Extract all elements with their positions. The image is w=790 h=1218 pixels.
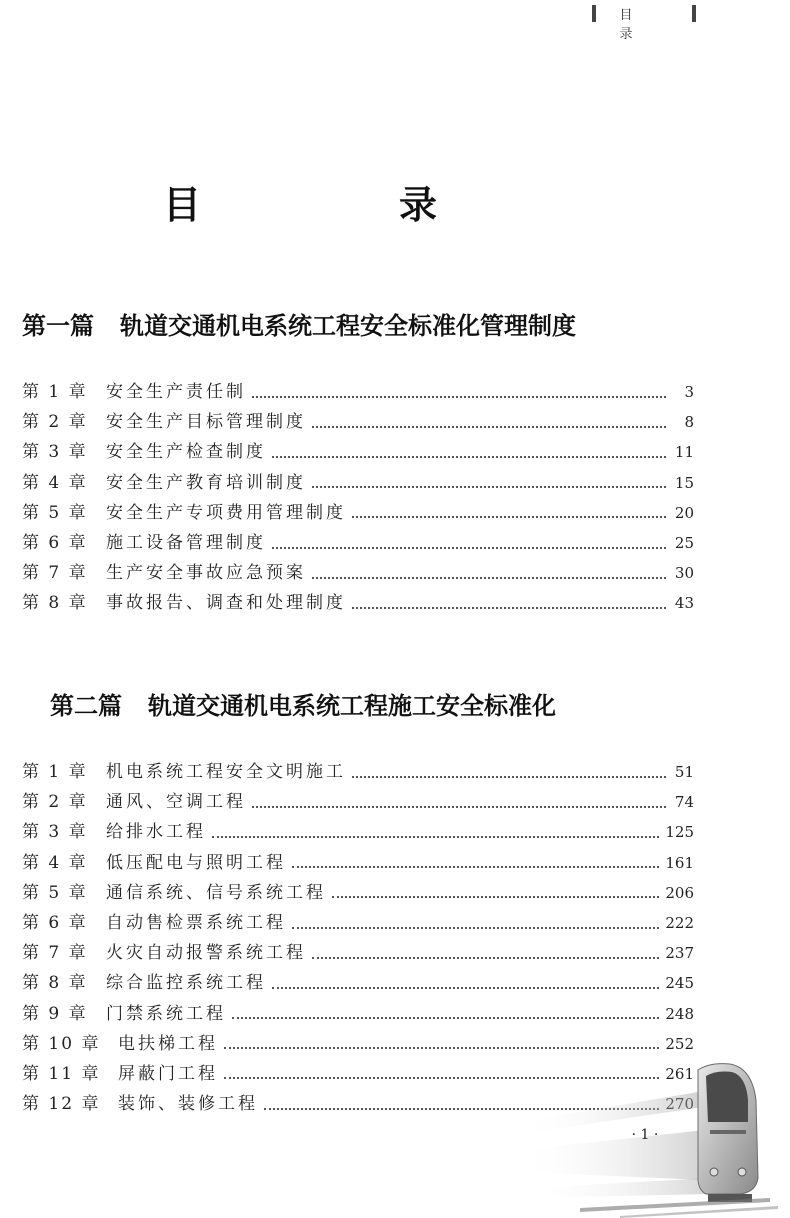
toc-entry[interactable] bbox=[22, 848, 694, 878]
chapter-number: 第 6 章 bbox=[22, 912, 88, 933]
part-title: 轨道交通机电系统工程安全标准化管理制度 bbox=[120, 312, 576, 340]
page-ref: 3 bbox=[684, 383, 694, 401]
chapter-title: 低压配电与照明工程 bbox=[106, 852, 286, 873]
leader-dots bbox=[312, 425, 666, 428]
chapter-title: 生产安全事故应急预案 bbox=[106, 563, 306, 584]
leader-dots bbox=[312, 485, 666, 488]
page-title: 目 录 bbox=[162, 183, 517, 227]
leader-dots bbox=[312, 956, 659, 959]
running-title: 目录 bbox=[619, 8, 669, 42]
chapter-title: 施工设备管理制度 bbox=[106, 532, 266, 553]
page-ref: 11 bbox=[674, 443, 694, 462]
toc-entry[interactable] bbox=[22, 377, 694, 407]
chapter-number: 第 2 章 bbox=[22, 412, 88, 433]
leader-dots bbox=[332, 895, 659, 898]
chapter-title: 安全生产教育培训制度 bbox=[106, 472, 306, 493]
page-ref: 25 bbox=[674, 533, 694, 552]
chapter-number: 第 7 章 bbox=[22, 563, 88, 584]
chapter-number: 第 4 章 bbox=[22, 472, 88, 493]
toc-entry[interactable] bbox=[22, 757, 694, 787]
chapter-title: 屏蔽门工程 bbox=[118, 1063, 218, 1084]
toc-entry[interactable] bbox=[22, 498, 694, 528]
leader-dots bbox=[352, 775, 666, 778]
chapter-title: 安全生产专项费用管理制度 bbox=[106, 502, 346, 523]
toc-entry[interactable] bbox=[22, 1029, 694, 1059]
page-ref: 222 bbox=[665, 913, 694, 932]
chapter-title: 安全生产责任制 bbox=[106, 382, 246, 402]
toc-entry[interactable] bbox=[22, 938, 694, 968]
page-number: · 1 · bbox=[631, 1127, 659, 1143]
chapter-title: 装饰、装修工程 bbox=[118, 1094, 258, 1115]
page-ref: 15 bbox=[674, 473, 694, 492]
page-ref: 8 bbox=[684, 413, 694, 432]
chapter-title: 通风、空调工程 bbox=[106, 792, 246, 813]
chapter-number: 第 1 章 bbox=[22, 382, 88, 402]
chapter-number: 第 5 章 bbox=[22, 502, 88, 523]
leader-dots bbox=[232, 1016, 659, 1019]
part-label: 第一篇 bbox=[22, 312, 94, 340]
header-bar-left bbox=[592, 5, 596, 22]
chapter-number: 第 7 章 bbox=[22, 943, 88, 964]
toc-entry[interactable] bbox=[22, 407, 694, 437]
chapter-number: 第 2 章 bbox=[22, 792, 88, 813]
chapter-title: 机电系统工程安全文明施工 bbox=[106, 762, 346, 782]
page-ref: 261 bbox=[665, 1064, 694, 1083]
leader-dots bbox=[352, 515, 666, 518]
running-header bbox=[592, 3, 696, 42]
toc-entry[interactable] bbox=[22, 528, 694, 558]
page-ref: 30 bbox=[674, 564, 694, 583]
leader-dots bbox=[292, 926, 659, 929]
chapter-number: 第 6 章 bbox=[22, 532, 88, 553]
chapter-number: 第 8 章 bbox=[22, 593, 88, 614]
toc-entry[interactable] bbox=[22, 817, 694, 847]
chapter-title: 给排水工程 bbox=[106, 822, 206, 843]
toc-entry[interactable] bbox=[22, 558, 694, 588]
toc-entry[interactable] bbox=[22, 787, 694, 817]
chapter-number: 第 12 章 bbox=[22, 1094, 101, 1115]
page-ref: 206 bbox=[665, 883, 694, 902]
page-ref: 161 bbox=[665, 853, 694, 872]
chapter-number: 第 4 章 bbox=[22, 852, 88, 873]
toc-list-part-1 bbox=[22, 377, 694, 619]
chapter-title: 电扶梯工程 bbox=[118, 1033, 218, 1054]
chapter-number: 第 3 章 bbox=[22, 442, 88, 463]
page-ref: 125 bbox=[665, 823, 694, 842]
chapter-title: 火灾自动报警系统工程 bbox=[106, 943, 306, 964]
chapter-title: 安全生产检查制度 bbox=[106, 442, 266, 463]
toc-entry[interactable] bbox=[22, 878, 694, 908]
chapter-number: 第 8 章 bbox=[22, 973, 88, 994]
page-ref: 252 bbox=[665, 1034, 694, 1053]
toc-entry[interactable] bbox=[22, 437, 694, 467]
leader-dots bbox=[352, 606, 666, 609]
chapter-title: 通信系统、信号系统工程 bbox=[106, 882, 326, 903]
page-ref: 51 bbox=[674, 763, 694, 781]
chapter-number: 第 11 章 bbox=[22, 1063, 101, 1084]
header-bar-right bbox=[692, 5, 696, 22]
leader-dots bbox=[212, 835, 659, 838]
page-ref: 237 bbox=[665, 944, 694, 963]
chapter-title: 门禁系统工程 bbox=[106, 1003, 226, 1024]
chapter-title: 自动售检票系统工程 bbox=[106, 912, 286, 933]
leader-dots bbox=[252, 395, 666, 398]
page-ref: 248 bbox=[665, 1004, 694, 1023]
chapter-title: 安全生产目标管理制度 bbox=[106, 412, 306, 433]
toc-entry[interactable] bbox=[22, 999, 694, 1029]
toc-entry[interactable] bbox=[22, 908, 694, 938]
leader-dots bbox=[272, 546, 666, 549]
toc-entry[interactable] bbox=[22, 468, 694, 498]
leader-dots bbox=[272, 455, 666, 458]
page-ref: 74 bbox=[674, 793, 694, 812]
part-title: 轨道交通机电系统工程施工安全标准化 bbox=[148, 692, 556, 720]
page-ref: 43 bbox=[674, 594, 694, 613]
chapter-title: 事故报告、调查和处理制度 bbox=[106, 593, 346, 614]
page-ref: 245 bbox=[665, 974, 694, 993]
part-label: 第二篇 bbox=[50, 692, 122, 720]
leader-dots bbox=[252, 805, 666, 808]
chapter-number: 第 3 章 bbox=[22, 822, 88, 843]
page-ref: 20 bbox=[674, 503, 694, 522]
leader-dots bbox=[292, 865, 659, 868]
part-heading bbox=[22, 306, 576, 341]
toc-entry[interactable] bbox=[22, 588, 694, 618]
leader-dots bbox=[312, 576, 666, 579]
part-heading bbox=[50, 686, 556, 721]
toc-entry[interactable] bbox=[22, 968, 694, 998]
leader-dots bbox=[272, 986, 659, 989]
leader-dots bbox=[224, 1046, 659, 1049]
chapter-number: 第 10 章 bbox=[22, 1033, 101, 1054]
chapter-number: 第 5 章 bbox=[22, 882, 88, 903]
chapter-number: 第 9 章 bbox=[22, 1003, 88, 1024]
chapter-title: 综合监控系统工程 bbox=[106, 973, 266, 994]
chapter-number: 第 1 章 bbox=[22, 762, 88, 782]
